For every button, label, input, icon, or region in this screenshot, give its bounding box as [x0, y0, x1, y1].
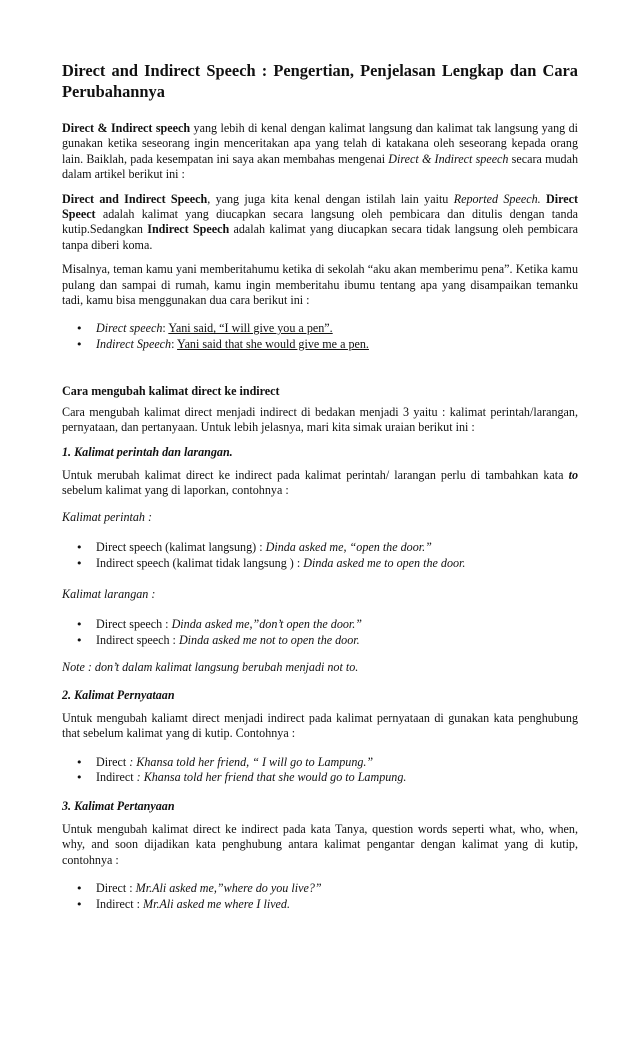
prohibition-item-value: Dinda asked me,”don’t open the door.”: [171, 617, 363, 632]
document-page: [62, 60, 578, 925]
command-label: Kalimat perintah :: [62, 509, 153, 524]
definition-paragraph: [62, 192, 578, 254]
definition-bold-3: Indirect Speech: [147, 222, 230, 237]
article-title: Direct and Indirect Speech : Pengertian, Penjelasan Lengkap dan Cara Perubahannya: [62, 61, 578, 101]
part2-item-value: : Khansa told her friend that she would go to Lampung.: [136, 770, 407, 785]
command-item-value: Dinda asked me, “open the door.”: [265, 540, 432, 555]
list-item: [62, 617, 578, 632]
part1-text-2: sebelum kalimat yang di laporkan, contohnya :: [62, 483, 289, 498]
part2-list: [62, 755, 578, 786]
example-value: Yani said that she would give me a pen.: [177, 336, 369, 351]
list-item: [62, 321, 578, 336]
intro-paragraph: [62, 121, 578, 183]
part1-text-1: Untuk merubah kalimat direct ke indirect pada kalimat perintah/ larangan perlu di tambahkan kata: [62, 467, 569, 482]
part1-heading: 1. Kalimat perintah dan larangan.: [62, 444, 233, 459]
list-item: [62, 633, 578, 648]
part2-item-label: Direct: [96, 754, 130, 769]
example-list: [62, 321, 578, 352]
intro-text-2: secara mudah dalam artikel berikut ini :: [62, 151, 578, 182]
intro-bold-lead: Direct & Indirect speech: [62, 121, 191, 135]
definition-text-3: adalah kalimat yang diucapkan secara langsung oleh pembicara dan ditulis dengan tanda kutip.Sedangkan: [62, 207, 578, 237]
example-value: Yani said, “I will give you a pen”.: [168, 321, 333, 336]
list-item: [62, 881, 578, 896]
part3-item-value: Mr.Ali asked me,”where do you live?”: [135, 881, 322, 896]
definition-italic-1: Reported Speech.: [453, 191, 541, 206]
part3-item-label: Direct :: [96, 881, 136, 896]
part1-paragraph: [62, 468, 578, 499]
section-intro: Cara mengubah kalimat direct menjadi indirect di bedakan menjadi 3 yaitu : kalimat perintah/larangan, pernyataan, dan pertanyaan. Untuk lebih jelasnya, mari kita simak uraian berikut ini :: [62, 404, 578, 435]
command-list: [62, 540, 578, 571]
part3-heading: 3. Kalimat Pertanyaan: [62, 798, 175, 813]
list-item: [62, 755, 578, 770]
command-item-label: Indirect speech (kalimat tidak langsung ) :: [96, 555, 304, 570]
definition-text-4: adalah kalimat yang diucapkan secara tidak langsung oleh pembicara tanpa diberi koma.: [62, 222, 578, 252]
example-separator: :: [171, 336, 178, 351]
note-text: Note : don’t dalam kalimat langsung berubah menjadi not to.: [62, 660, 359, 675]
part3-item-label: Indirect :: [96, 896, 144, 911]
prohibition-item-label: Direct speech :: [96, 617, 172, 632]
list-item: [62, 556, 578, 571]
part3-item-value: Mr.Ali asked me where I lived.: [143, 896, 290, 911]
intro-italic-term: Direct & Indirect speech: [388, 151, 509, 166]
example-label: Direct speech: [96, 321, 163, 336]
command-item-label: Direct speech (kalimat langsung) :: [96, 540, 266, 555]
prohibition-item-label: Indirect speech :: [96, 632, 179, 647]
intro-text-1: yang lebih di kenal dengan kalimat langsung dan kalimat tak langsung yang di gunakan ketika seseorang ingin menceritakan apa yang telah di katakana oleh seseorang kepada orang lain. Baiklah, pada kesempatan ini saya akan membahas mengenai: [62, 121, 579, 166]
definition-bold-1: Direct and Indirect Speech: [62, 191, 208, 206]
prohibition-label: Kalimat larangan :: [62, 586, 156, 601]
example-separator: :: [162, 321, 169, 336]
list-item: [62, 897, 578, 912]
example-label: Indirect Speech: [96, 336, 172, 351]
section-heading: Cara mengubah kalimat direct ke indirect: [62, 384, 280, 399]
part3-paragraph: Untuk mengubah kalimat direct ke indirect pada kata Tanya, question words seperti what, who, when, why, and soon dijadikan kata penghubung antara kalimat pengantar dengan kalimat yang di kutip, contohnya :: [62, 822, 578, 867]
list-item: [62, 540, 578, 555]
definition-text-1: , yang juga kita kenal dengan istilah lain yaitu: [207, 191, 454, 206]
definition-bold-2: Direct Speect: [62, 191, 578, 222]
prohibition-list: [62, 617, 578, 648]
part2-heading: 2. Kalimat Pernyataan: [62, 687, 175, 702]
part2-paragraph: Untuk mengubah kaliamt direct menjadi indirect pada kalimat pernyataan di gunakan kata penghubung that sebelum kalimat yang di kutip. Contohnya :: [62, 710, 578, 741]
command-item-value: Dinda asked me to open the door.: [303, 555, 466, 570]
part2-item-label: Indirect: [96, 770, 137, 785]
part3-list: [62, 881, 578, 912]
list-item: [62, 770, 578, 785]
part1-keyword: to: [568, 467, 578, 482]
example-paragraph: Misalnya, teman kamu yani memberitahumu ketika di sekolah “aku akan memberimu pena”. Ketika kamu pulang dan sampai di rumah, kamu ingin memberitahu ibumu tentang apa yang disampaikan temanku tadi, kamu bisa menggunakan dua cara berikut ini :: [62, 262, 578, 308]
list-item: [62, 337, 578, 352]
part2-item-value: : Khansa told her friend, “ I will go to Lampung.”: [129, 754, 374, 769]
prohibition-item-value: Dinda asked me not to open the door.: [178, 632, 360, 647]
